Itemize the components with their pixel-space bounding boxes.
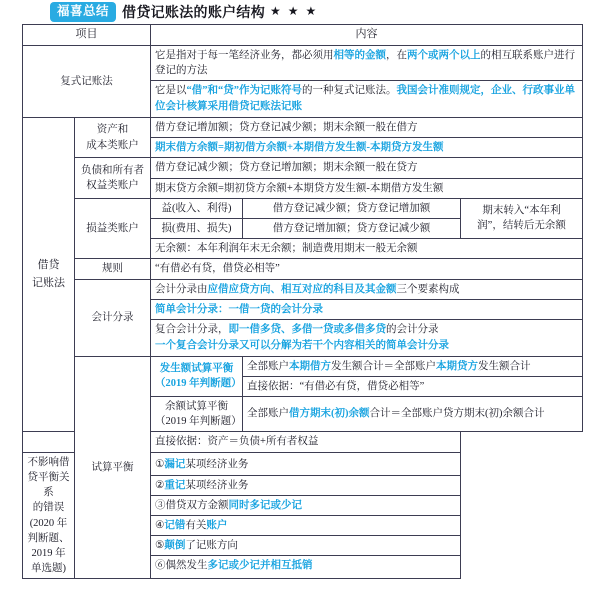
list-item-text <box>151 495 460 515</box>
page-header <box>0 0 600 24</box>
side-label-line2: 记账法 <box>32 276 65 289</box>
plain-text: 有关 <box>185 520 207 532</box>
cell-profit-key-gain: 益(收入、利得) <box>151 198 243 218</box>
cell-journal-simple <box>151 299 583 319</box>
highlight-text: 应借应贷方向、相互对应的科目及其金额 <box>207 283 397 295</box>
plain-text: 的会计分录 <box>386 324 439 336</box>
table-header-row <box>23 25 583 46</box>
plain-text: 的相互联系账户进行登记的方法 <box>155 49 575 77</box>
highlight-text: 漏记 <box>164 459 186 471</box>
row-label-debit-credit-method <box>23 117 75 432</box>
cell-double-entry-symbols <box>151 81 583 118</box>
column-header-item: 项目 <box>23 25 151 46</box>
plain-text: 的一种复式记账法。 <box>302 85 397 97</box>
plain-text: ② <box>155 479 165 491</box>
plain-text: 全部账户 <box>247 408 289 420</box>
column-header-content: 内容 <box>151 25 583 46</box>
list-item <box>151 475 460 495</box>
plain-text: 发生额合计 <box>478 360 531 372</box>
cell-empty-title <box>23 432 75 452</box>
cell-liability-equity-desc <box>151 158 583 178</box>
text-line <box>155 322 578 338</box>
plain-text: 直接依据：资产＝负债+所有者权益 <box>155 436 319 448</box>
balance-title-line1: 余额试算平衡 <box>165 401 228 412</box>
list-item <box>151 536 460 556</box>
highlight-text: 一个复合会计分录又可以分解为若干个内容相关的简单会计分录 <box>155 339 449 351</box>
plain-text: 会计分录由 <box>155 283 208 295</box>
plain-text: 复合会计分录， <box>155 324 229 336</box>
cell-occurrence-trial-title <box>151 356 243 396</box>
side-label-line1: 借贷 <box>37 259 60 272</box>
cell-profit-desc-gain: 借方登记减少额；贷方登记增加额 <box>243 198 461 218</box>
highlight-text: 重记 <box>164 479 186 491</box>
plain-text: ⑤ <box>155 540 165 552</box>
table-row <box>23 117 583 137</box>
table-row <box>23 356 583 376</box>
cell-liability-equity-formula <box>151 178 583 198</box>
asset-cost-line2: 成本类账户 <box>86 139 139 151</box>
list-item-text <box>151 516 460 536</box>
plain-text: 了记账方向 <box>185 540 238 552</box>
cell-no-effect-errors-list <box>151 452 461 579</box>
highlight-text: 借方期末(初)余额 <box>289 408 370 420</box>
cell-profit-desc-loss: 借方登记增加额；贷方登记减少额 <box>243 218 461 238</box>
plain-text: “有借必有贷，借贷必相等” <box>155 263 280 275</box>
error-list-table <box>151 455 460 575</box>
cell-balance-trial-title <box>151 397 243 432</box>
plain-text: 期末贷方余额=期初贷方余额+本期贷方发生额-本期借方发生额 <box>155 182 444 194</box>
highlight-text: 两个或两个以上 <box>407 49 481 61</box>
side-note-line2: 润”，结转后无余额 <box>477 220 566 232</box>
highlight-text: 相等的金额 <box>333 49 386 61</box>
table-row <box>23 259 583 279</box>
row-label-liability-equity <box>75 158 151 198</box>
no-effect-title-line3: 2019 年单选题) <box>31 547 66 575</box>
list-item <box>151 516 460 536</box>
cell-profit-key-loss: 损(费用、损失) <box>151 218 243 238</box>
cell-rule-text <box>151 259 583 279</box>
page-title: 借贷记账法的账户结构 <box>122 3 266 20</box>
highlight-text: 多记或少记并相互抵销 <box>207 560 313 572</box>
account-structure-table <box>22 24 583 579</box>
row-label-profit-loss: 损益类账户 <box>75 198 151 259</box>
plain-text: ③借贷双方金额 <box>155 499 229 511</box>
plain-text: ① <box>155 459 165 471</box>
plain-text: 某项经济业务 <box>185 479 249 491</box>
plain-text: 合计＝全部账户贷方期末(初)余额合计 <box>369 408 545 420</box>
difficulty-stars: ★ ★ ★ <box>270 4 319 18</box>
plain-text: ④ <box>155 520 165 532</box>
cell-profit-no-balance: 无余额：本年利润年末无余额；制造费用期末一般无余额 <box>151 239 583 259</box>
highlight-text: 同时多记或少记 <box>228 499 302 511</box>
cell-asset-cost-formula <box>151 138 583 158</box>
cell-journal-elements <box>151 279 583 299</box>
row-label-journal-entry: 会计分录 <box>75 279 151 356</box>
no-effect-title-line1: 不影响借贷平衡关系 <box>27 456 70 499</box>
plain-text: 借方登记增加额；贷方登记减少额；期末余额一般在借方 <box>155 121 418 133</box>
row-label-trial-balance: 试算平衡 <box>75 356 151 579</box>
list-item <box>151 495 460 515</box>
error-list-body <box>151 455 460 575</box>
list-item-text <box>151 455 460 475</box>
occurrence-title-line2: （2019 年判断题） <box>155 378 242 390</box>
plain-text: ，在 <box>386 49 407 61</box>
plain-text: 借方登记减少额；贷方登记增加额；期末余额一般在贷方 <box>155 162 418 174</box>
summary-badge: 福喜总结 <box>50 2 116 22</box>
list-item <box>151 455 460 475</box>
highlight-text: “借”和“贷”作为记账符号 <box>186 85 302 97</box>
plain-text: 它是指对于每一笔经济业务，都必须用 <box>155 49 334 61</box>
row-label-rule: 规则 <box>75 259 151 279</box>
list-item <box>151 556 460 576</box>
cell-occurrence-basis <box>243 376 583 396</box>
plain-text: 三个要素构成 <box>396 283 460 295</box>
row-label-double-entry: 复式记账法 <box>23 45 151 117</box>
cell-journal-compound <box>151 320 583 357</box>
text-line <box>155 338 578 354</box>
occurrence-title-line1: 发生额试算平衡 <box>159 363 234 375</box>
plain-text: 全部账户 <box>247 360 289 372</box>
cell-occurrence-formula <box>243 356 583 376</box>
highlight-text: 账户 <box>206 520 228 532</box>
cell-balance-formula <box>243 397 583 432</box>
asset-cost-line1: 资产和 <box>96 124 129 136</box>
liability-equity-line1: 负债和所有者 <box>81 164 144 176</box>
highlight-text: 简单会计分录：一借一贷的会计分录 <box>155 303 323 315</box>
cell-balance-basis <box>151 432 461 452</box>
list-item-text <box>151 556 460 576</box>
table-row <box>23 158 583 178</box>
plain-text: ⑥偶然发生 <box>155 560 208 572</box>
highlight-text: 本期贷方 <box>436 360 478 372</box>
cell-profit-side-note <box>461 198 583 238</box>
list-item-text <box>151 475 460 495</box>
plain-text: 它是以 <box>155 85 187 97</box>
table-row <box>23 198 583 218</box>
balance-title-line2: （2019 年判断题） <box>155 416 242 428</box>
highlight-text: 我国会计准则规定，企业、行政事业单位会计核算采用借贷记账法记账 <box>155 85 575 113</box>
table-row <box>23 45 583 80</box>
no-effect-title-line2: 的错误(2020 年判断题、 <box>27 502 70 544</box>
table-row <box>23 279 583 299</box>
side-note-line1: 期末转入“本年利 <box>482 205 561 217</box>
highlight-text: 记错 <box>164 520 186 532</box>
cell-no-effect-errors-title <box>23 452 75 579</box>
cell-double-entry-definition <box>151 45 583 80</box>
cell-asset-cost-desc <box>151 117 583 137</box>
row-label-asset-cost <box>75 117 151 157</box>
plain-text: 某项经济业务 <box>185 459 249 471</box>
highlight-text: 颠倒 <box>164 540 186 552</box>
liability-equity-line2: 权益类账户 <box>86 180 139 192</box>
highlight-text: 期末借方余额=期初借方余额+本期借方发生额-本期贷方发生额 <box>155 142 444 154</box>
plain-text: 直接依据：“有借必有贷，借贷必相等” <box>247 380 425 392</box>
list-item-text <box>151 536 460 556</box>
highlight-text: 即一借多贷、多借一贷或多借多贷 <box>228 324 386 336</box>
highlight-text: 本期借方 <box>289 360 331 372</box>
table-container <box>0 24 600 579</box>
plain-text: 发生额合计＝全部账户 <box>331 360 436 372</box>
